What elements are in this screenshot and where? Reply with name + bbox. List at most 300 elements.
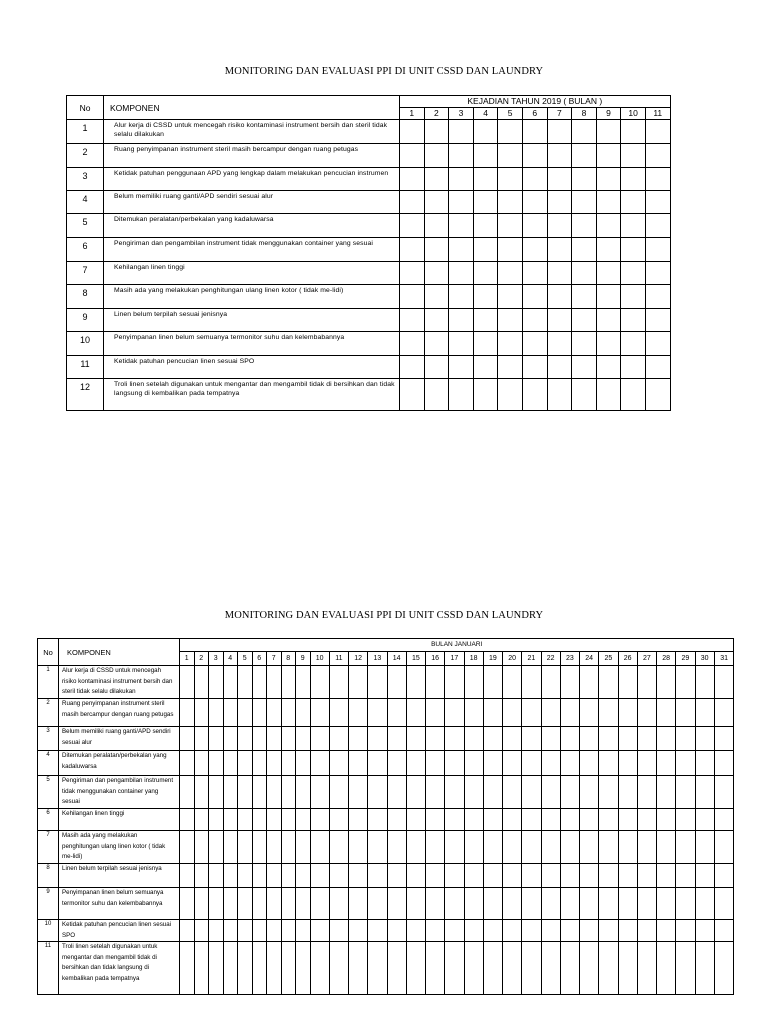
day-cell[interactable] (223, 699, 238, 727)
day-cell[interactable] (310, 699, 329, 727)
day-cell[interactable] (238, 727, 253, 751)
day-cell[interactable] (695, 776, 714, 809)
day-cell[interactable] (522, 727, 541, 751)
day-cell[interactable] (296, 864, 311, 888)
day-cell[interactable] (637, 888, 656, 920)
day-cell[interactable] (657, 727, 676, 751)
day-cell[interactable] (464, 699, 483, 727)
day-cell[interactable] (599, 809, 618, 831)
day-cell[interactable] (180, 776, 195, 809)
day-cell[interactable] (541, 809, 560, 831)
day-cell[interactable] (522, 831, 541, 864)
day-cell[interactable] (368, 831, 387, 864)
day-cell[interactable] (209, 776, 224, 809)
month-cell[interactable] (596, 214, 621, 238)
month-cell[interactable] (424, 332, 449, 356)
day-cell[interactable] (714, 727, 734, 751)
day-cell[interactable] (387, 776, 406, 809)
day-cell[interactable] (483, 809, 502, 831)
day-cell[interactable] (349, 864, 368, 888)
month-cell[interactable] (596, 144, 621, 168)
month-cell[interactable] (522, 309, 547, 332)
day-cell[interactable] (560, 727, 579, 751)
day-cell[interactable] (180, 809, 195, 831)
day-cell[interactable] (560, 920, 579, 942)
day-cell[interactable] (657, 699, 676, 727)
day-cell[interactable] (580, 942, 599, 995)
day-cell[interactable] (483, 942, 502, 995)
day-cell[interactable] (676, 776, 695, 809)
day-cell[interactable] (657, 942, 676, 995)
day-cell[interactable] (252, 942, 267, 995)
day-cell[interactable] (194, 727, 209, 751)
day-cell[interactable] (637, 942, 656, 995)
day-cell[interactable] (238, 920, 253, 942)
month-cell[interactable] (572, 214, 597, 238)
day-cell[interactable] (676, 666, 695, 699)
day-cell[interactable] (267, 942, 282, 995)
day-cell[interactable] (329, 809, 348, 831)
month-cell[interactable] (498, 356, 523, 379)
day-cell[interactable] (387, 809, 406, 831)
month-cell[interactable] (498, 191, 523, 214)
day-cell[interactable] (180, 888, 195, 920)
day-cell[interactable] (599, 864, 618, 888)
day-cell[interactable] (180, 751, 195, 776)
day-cell[interactable] (580, 809, 599, 831)
day-cell[interactable] (238, 864, 253, 888)
month-cell[interactable] (522, 356, 547, 379)
day-cell[interactable] (580, 776, 599, 809)
month-cell[interactable] (621, 332, 646, 356)
day-cell[interactable] (426, 666, 445, 699)
month-cell[interactable] (449, 262, 474, 285)
month-cell[interactable] (572, 120, 597, 144)
month-cell[interactable] (400, 332, 425, 356)
day-cell[interactable] (194, 920, 209, 942)
day-cell[interactable] (637, 751, 656, 776)
day-cell[interactable] (599, 920, 618, 942)
day-cell[interactable] (657, 666, 676, 699)
day-cell[interactable] (368, 942, 387, 995)
day-cell[interactable] (445, 888, 464, 920)
month-cell[interactable] (645, 379, 670, 411)
day-cell[interactable] (657, 864, 676, 888)
day-cell[interactable] (503, 776, 522, 809)
month-cell[interactable] (645, 356, 670, 379)
month-cell[interactable] (522, 168, 547, 191)
day-cell[interactable] (406, 831, 425, 864)
day-cell[interactable] (483, 699, 502, 727)
day-cell[interactable] (281, 727, 296, 751)
day-cell[interactable] (387, 920, 406, 942)
day-cell[interactable] (483, 666, 502, 699)
day-cell[interactable] (209, 864, 224, 888)
day-cell[interactable] (252, 699, 267, 727)
day-cell[interactable] (618, 831, 637, 864)
month-cell[interactable] (473, 144, 498, 168)
month-cell[interactable] (645, 238, 670, 262)
day-cell[interactable] (349, 831, 368, 864)
month-cell[interactable] (621, 144, 646, 168)
month-cell[interactable] (572, 262, 597, 285)
month-cell[interactable] (572, 238, 597, 262)
day-cell[interactable] (560, 776, 579, 809)
day-cell[interactable] (281, 809, 296, 831)
month-cell[interactable] (522, 214, 547, 238)
day-cell[interactable] (252, 751, 267, 776)
day-cell[interactable] (267, 809, 282, 831)
day-cell[interactable] (522, 942, 541, 995)
day-cell[interactable] (180, 942, 195, 995)
day-cell[interactable] (296, 666, 311, 699)
day-cell[interactable] (349, 699, 368, 727)
day-cell[interactable] (657, 888, 676, 920)
day-cell[interactable] (541, 942, 560, 995)
month-cell[interactable] (473, 309, 498, 332)
month-cell[interactable] (596, 168, 621, 191)
day-cell[interactable] (281, 751, 296, 776)
month-cell[interactable] (645, 309, 670, 332)
day-cell[interactable] (329, 727, 348, 751)
month-cell[interactable] (473, 379, 498, 411)
month-cell[interactable] (645, 262, 670, 285)
day-cell[interactable] (714, 831, 734, 864)
month-cell[interactable] (645, 214, 670, 238)
month-cell[interactable] (547, 262, 572, 285)
month-cell[interactable] (572, 168, 597, 191)
day-cell[interactable] (310, 942, 329, 995)
day-cell[interactable] (695, 831, 714, 864)
day-cell[interactable] (541, 888, 560, 920)
day-cell[interactable] (267, 727, 282, 751)
day-cell[interactable] (464, 751, 483, 776)
day-cell[interactable] (349, 809, 368, 831)
month-cell[interactable] (572, 356, 597, 379)
day-cell[interactable] (695, 942, 714, 995)
month-cell[interactable] (473, 262, 498, 285)
month-cell[interactable] (547, 191, 572, 214)
day-cell[interactable] (406, 809, 425, 831)
month-cell[interactable] (572, 309, 597, 332)
day-cell[interactable] (676, 809, 695, 831)
day-cell[interactable] (445, 751, 464, 776)
month-cell[interactable] (522, 262, 547, 285)
month-cell[interactable] (424, 120, 449, 144)
month-cell[interactable] (424, 379, 449, 411)
day-cell[interactable] (296, 776, 311, 809)
day-cell[interactable] (349, 727, 368, 751)
month-cell[interactable] (522, 238, 547, 262)
month-cell[interactable] (498, 285, 523, 309)
day-cell[interactable] (281, 920, 296, 942)
day-cell[interactable] (714, 942, 734, 995)
day-cell[interactable] (541, 776, 560, 809)
day-cell[interactable] (464, 809, 483, 831)
day-cell[interactable] (695, 809, 714, 831)
day-cell[interactable] (368, 920, 387, 942)
month-cell[interactable] (473, 191, 498, 214)
month-cell[interactable] (498, 120, 523, 144)
day-cell[interactable] (368, 699, 387, 727)
month-cell[interactable] (572, 285, 597, 309)
day-cell[interactable] (618, 920, 637, 942)
day-cell[interactable] (209, 942, 224, 995)
day-cell[interactable] (329, 666, 348, 699)
day-cell[interactable] (464, 666, 483, 699)
day-cell[interactable] (180, 666, 195, 699)
month-cell[interactable] (645, 120, 670, 144)
month-cell[interactable] (621, 356, 646, 379)
day-cell[interactable] (310, 751, 329, 776)
day-cell[interactable] (599, 751, 618, 776)
day-cell[interactable] (676, 699, 695, 727)
day-cell[interactable] (503, 888, 522, 920)
day-cell[interactable] (676, 920, 695, 942)
day-cell[interactable] (406, 920, 425, 942)
month-cell[interactable] (400, 379, 425, 411)
day-cell[interactable] (252, 809, 267, 831)
day-cell[interactable] (445, 727, 464, 751)
day-cell[interactable] (695, 666, 714, 699)
day-cell[interactable] (541, 727, 560, 751)
day-cell[interactable] (310, 727, 329, 751)
day-cell[interactable] (503, 809, 522, 831)
day-cell[interactable] (580, 864, 599, 888)
month-cell[interactable] (596, 120, 621, 144)
day-cell[interactable] (445, 942, 464, 995)
day-cell[interactable] (223, 666, 238, 699)
day-cell[interactable] (252, 666, 267, 699)
month-cell[interactable] (522, 332, 547, 356)
month-cell[interactable] (547, 214, 572, 238)
day-cell[interactable] (194, 831, 209, 864)
day-cell[interactable] (209, 920, 224, 942)
day-cell[interactable] (695, 699, 714, 727)
day-cell[interactable] (194, 751, 209, 776)
month-cell[interactable] (498, 379, 523, 411)
month-cell[interactable] (449, 356, 474, 379)
day-cell[interactable] (503, 831, 522, 864)
day-cell[interactable] (281, 776, 296, 809)
day-cell[interactable] (406, 776, 425, 809)
day-cell[interactable] (296, 699, 311, 727)
month-cell[interactable] (621, 238, 646, 262)
day-cell[interactable] (238, 699, 253, 727)
month-cell[interactable] (547, 332, 572, 356)
month-cell[interactable] (473, 120, 498, 144)
day-cell[interactable] (464, 727, 483, 751)
month-cell[interactable] (424, 356, 449, 379)
day-cell[interactable] (483, 831, 502, 864)
day-cell[interactable] (310, 920, 329, 942)
day-cell[interactable] (426, 751, 445, 776)
month-cell[interactable] (596, 238, 621, 262)
month-cell[interactable] (522, 285, 547, 309)
day-cell[interactable] (503, 699, 522, 727)
month-cell[interactable] (449, 168, 474, 191)
day-cell[interactable] (541, 666, 560, 699)
day-cell[interactable] (252, 776, 267, 809)
day-cell[interactable] (349, 920, 368, 942)
month-cell[interactable] (547, 356, 572, 379)
day-cell[interactable] (180, 864, 195, 888)
month-cell[interactable] (449, 191, 474, 214)
day-cell[interactable] (483, 920, 502, 942)
month-cell[interactable] (645, 285, 670, 309)
day-cell[interactable] (194, 942, 209, 995)
day-cell[interactable] (541, 864, 560, 888)
day-cell[interactable] (238, 831, 253, 864)
month-cell[interactable] (547, 238, 572, 262)
month-cell[interactable] (424, 309, 449, 332)
month-cell[interactable] (621, 120, 646, 144)
day-cell[interactable] (618, 776, 637, 809)
month-cell[interactable] (449, 285, 474, 309)
month-cell[interactable] (473, 332, 498, 356)
day-cell[interactable] (695, 888, 714, 920)
day-cell[interactable] (194, 888, 209, 920)
day-cell[interactable] (676, 864, 695, 888)
month-cell[interactable] (645, 144, 670, 168)
day-cell[interactable] (464, 831, 483, 864)
day-cell[interactable] (445, 809, 464, 831)
day-cell[interactable] (387, 942, 406, 995)
day-cell[interactable] (267, 831, 282, 864)
month-cell[interactable] (449, 309, 474, 332)
day-cell[interactable] (296, 831, 311, 864)
day-cell[interactable] (406, 864, 425, 888)
day-cell[interactable] (368, 888, 387, 920)
month-cell[interactable] (400, 238, 425, 262)
month-cell[interactable] (621, 285, 646, 309)
day-cell[interactable] (580, 699, 599, 727)
month-cell[interactable] (498, 238, 523, 262)
day-cell[interactable] (223, 864, 238, 888)
day-cell[interactable] (464, 864, 483, 888)
month-cell[interactable] (596, 285, 621, 309)
month-cell[interactable] (522, 144, 547, 168)
month-cell[interactable] (473, 285, 498, 309)
month-cell[interactable] (498, 262, 523, 285)
day-cell[interactable] (209, 809, 224, 831)
day-cell[interactable] (503, 942, 522, 995)
day-cell[interactable] (503, 666, 522, 699)
day-cell[interactable] (209, 727, 224, 751)
day-cell[interactable] (426, 831, 445, 864)
day-cell[interactable] (657, 920, 676, 942)
day-cell[interactable] (637, 727, 656, 751)
month-cell[interactable] (596, 332, 621, 356)
month-cell[interactable] (400, 285, 425, 309)
day-cell[interactable] (238, 666, 253, 699)
day-cell[interactable] (657, 831, 676, 864)
day-cell[interactable] (329, 888, 348, 920)
month-cell[interactable] (547, 168, 572, 191)
day-cell[interactable] (618, 942, 637, 995)
day-cell[interactable] (483, 727, 502, 751)
day-cell[interactable] (637, 831, 656, 864)
day-cell[interactable] (522, 864, 541, 888)
day-cell[interactable] (580, 920, 599, 942)
day-cell[interactable] (406, 942, 425, 995)
day-cell[interactable] (310, 831, 329, 864)
day-cell[interactable] (560, 831, 579, 864)
month-cell[interactable] (400, 144, 425, 168)
day-cell[interactable] (194, 864, 209, 888)
month-cell[interactable] (400, 120, 425, 144)
month-cell[interactable] (596, 262, 621, 285)
month-cell[interactable] (400, 356, 425, 379)
month-cell[interactable] (621, 262, 646, 285)
day-cell[interactable] (238, 942, 253, 995)
day-cell[interactable] (296, 809, 311, 831)
day-cell[interactable] (223, 942, 238, 995)
day-cell[interactable] (238, 888, 253, 920)
day-cell[interactable] (657, 809, 676, 831)
day-cell[interactable] (618, 864, 637, 888)
day-cell[interactable] (252, 888, 267, 920)
day-cell[interactable] (267, 888, 282, 920)
day-cell[interactable] (349, 776, 368, 809)
day-cell[interactable] (541, 831, 560, 864)
day-cell[interactable] (637, 864, 656, 888)
day-cell[interactable] (223, 727, 238, 751)
day-cell[interactable] (194, 699, 209, 727)
day-cell[interactable] (714, 666, 734, 699)
day-cell[interactable] (368, 751, 387, 776)
day-cell[interactable] (676, 727, 695, 751)
day-cell[interactable] (223, 920, 238, 942)
day-cell[interactable] (349, 942, 368, 995)
day-cell[interactable] (618, 809, 637, 831)
day-cell[interactable] (296, 727, 311, 751)
day-cell[interactable] (368, 666, 387, 699)
day-cell[interactable] (503, 727, 522, 751)
day-cell[interactable] (281, 666, 296, 699)
month-cell[interactable] (596, 379, 621, 411)
day-cell[interactable] (387, 831, 406, 864)
month-cell[interactable] (547, 379, 572, 411)
day-cell[interactable] (714, 699, 734, 727)
day-cell[interactable] (445, 699, 464, 727)
day-cell[interactable] (223, 831, 238, 864)
day-cell[interactable] (522, 920, 541, 942)
day-cell[interactable] (426, 942, 445, 995)
day-cell[interactable] (599, 666, 618, 699)
month-cell[interactable] (424, 191, 449, 214)
day-cell[interactable] (522, 666, 541, 699)
day-cell[interactable] (180, 831, 195, 864)
day-cell[interactable] (695, 727, 714, 751)
day-cell[interactable] (445, 920, 464, 942)
day-cell[interactable] (209, 699, 224, 727)
day-cell[interactable] (560, 699, 579, 727)
month-cell[interactable] (400, 309, 425, 332)
day-cell[interactable] (329, 776, 348, 809)
month-cell[interactable] (547, 144, 572, 168)
month-cell[interactable] (621, 309, 646, 332)
month-cell[interactable] (645, 168, 670, 191)
month-cell[interactable] (449, 332, 474, 356)
day-cell[interactable] (296, 751, 311, 776)
day-cell[interactable] (560, 809, 579, 831)
day-cell[interactable] (560, 864, 579, 888)
day-cell[interactable] (281, 888, 296, 920)
day-cell[interactable] (560, 888, 579, 920)
day-cell[interactable] (426, 888, 445, 920)
month-cell[interactable] (572, 144, 597, 168)
